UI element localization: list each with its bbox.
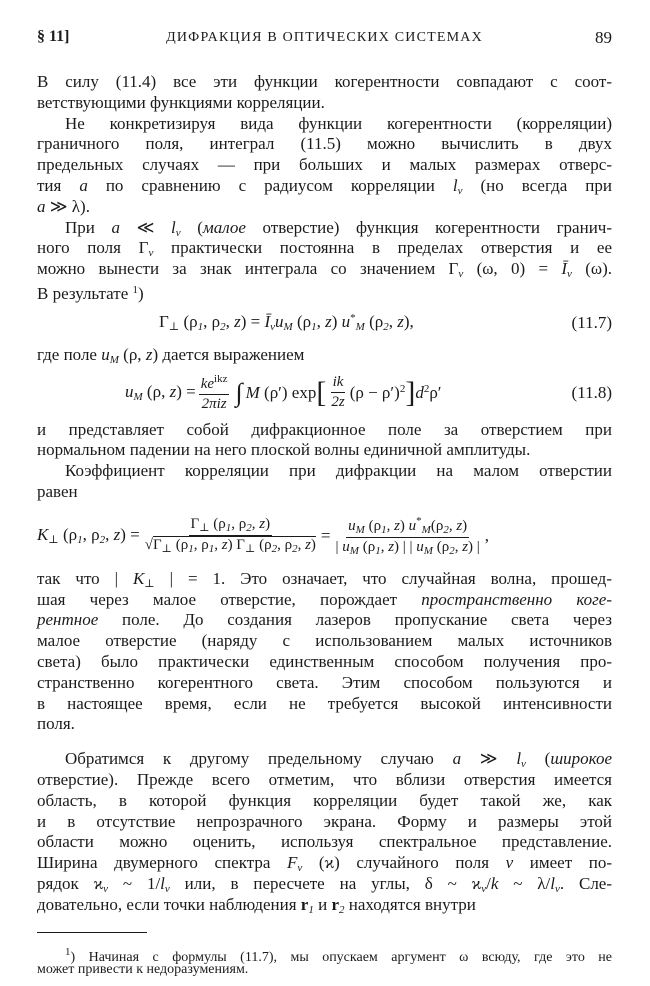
superscript: ikz — [214, 372, 228, 385]
subscript: 1 — [381, 523, 387, 536]
italic-run: u — [348, 517, 356, 534]
text-run: странственно когерентного света. Этим способом пользуются и — [37, 672, 612, 692]
equation-lhs — [125, 382, 196, 403]
superscript: 2 — [399, 382, 406, 395]
text-run: ~ 1/ — [108, 873, 161, 893]
text-run: , — [316, 312, 326, 332]
page-body — [37, 72, 612, 979]
text-run: области можно оценить, используя спектральное представление. — [37, 832, 612, 852]
text-run: практически постоянна в пределах отверстия и ее — [153, 238, 613, 258]
text-run: ρ′ — [429, 382, 442, 402]
text-run: ≫ — [461, 749, 517, 769]
italic-run: Ī — [264, 312, 271, 332]
equation-number: (11.8) — [571, 382, 612, 402]
paragraph — [37, 749, 612, 915]
text-run: ~ λ/ — [498, 873, 551, 893]
text-line — [37, 610, 612, 631]
subscript: M — [133, 391, 143, 404]
italic-run: u — [416, 538, 424, 555]
text-run: (ρ — [432, 538, 450, 555]
numerator — [346, 515, 469, 538]
italic-run: z — [397, 312, 404, 332]
text-run: нормальном падении на него плоской волны единичной амплитуды. — [37, 440, 531, 460]
subscript: M — [423, 544, 433, 557]
text-run: так что | — [37, 568, 133, 588]
numerator — [331, 374, 346, 393]
superscript: 2 — [423, 382, 430, 395]
subscript: ⊥ — [168, 321, 180, 334]
text-line — [37, 134, 612, 155]
text-run: область, в которой функция корреляции будет такой же, как — [37, 790, 612, 810]
text-run: ) = — [240, 312, 265, 332]
text-run: . Сле- — [559, 873, 613, 893]
text-line — [37, 832, 612, 853]
italic-run: u — [275, 312, 284, 332]
text-line — [37, 197, 612, 218]
italic-run: a — [37, 196, 46, 216]
superscript: * — [416, 514, 422, 527]
subscript: v — [270, 321, 276, 334]
text-run: граничного поля, интеграл (11.5) можно вычислить в двух — [37, 134, 612, 154]
text-line — [37, 440, 612, 461]
subscript: 2 — [292, 543, 298, 556]
subscript: M — [109, 353, 119, 366]
subscript: v — [481, 882, 487, 895]
integral-sign: ∫ — [235, 377, 243, 407]
text-run: и в отсутствие непрозрачного экрана. Форму и размеры этой — [37, 811, 612, 831]
text-run: (ρ — [292, 312, 312, 332]
equals-sign: = — [320, 525, 331, 545]
text-line — [37, 482, 612, 503]
subscript: v — [521, 758, 526, 771]
text-line — [37, 176, 612, 197]
text-line — [37, 631, 612, 652]
text-run: В силу (11.4) все эти функции когерентности совпадают с соот- — [37, 72, 612, 91]
text-run: ветствующими функциями корреляции. — [37, 92, 325, 112]
equation-correlation-coefficient — [37, 503, 612, 569]
italic-run: z — [221, 537, 228, 554]
text-run: (ρ — [255, 537, 272, 554]
text-run: тия — [37, 175, 80, 195]
text-run: , ρ — [193, 537, 209, 554]
text-line — [37, 812, 612, 833]
italic-run: z — [234, 312, 241, 332]
equation-tail — [350, 383, 406, 403]
text-run: отверстие) функция когерентности гранич- — [245, 217, 612, 237]
subscript: 1 — [188, 543, 194, 556]
text-run: света) было практически единственным способом получения про- — [37, 651, 612, 671]
text-run: В результате — [37, 283, 133, 303]
text-run: | = 1. Это означает, что случайная волна, прошед- — [154, 568, 612, 588]
equation-11-7 — [37, 301, 612, 345]
text-run: Коэффициент корреляции при дифракции на малом отверстии — [65, 461, 612, 481]
paragraph — [37, 569, 612, 735]
text-run: (ρ — [364, 517, 382, 534]
text-run: ( — [525, 749, 551, 769]
subscript: v — [148, 247, 154, 260]
text-run: (ρ, — [142, 382, 170, 402]
text-line — [37, 93, 612, 114]
numerator — [189, 516, 273, 536]
subscript: M — [421, 523, 431, 536]
text-run: ) — [399, 517, 409, 534]
italic-run: 2z — [331, 394, 345, 411]
text-line — [37, 770, 612, 791]
text-run: ) дается выражением — [152, 344, 305, 364]
equation-mid — [246, 383, 317, 403]
text-run: / — [486, 873, 491, 893]
italic-run: v — [505, 853, 514, 873]
italic-run: z — [388, 538, 395, 555]
text-run: , — [380, 538, 389, 555]
italic-run: l — [550, 873, 555, 893]
subscript: v — [164, 882, 170, 895]
subscript: 2 — [246, 522, 252, 535]
text-run: и — [313, 894, 332, 914]
text-run: Γ — [152, 537, 162, 554]
text-line — [37, 673, 612, 694]
subscript: 2 — [220, 321, 226, 334]
text-run: , — [251, 516, 260, 533]
text-run: (ω, 0) = — [463, 259, 562, 279]
italic-run: ik — [332, 374, 344, 391]
text-run: , — [386, 517, 395, 534]
italic-run: ke — [200, 375, 215, 392]
italic-run: z — [145, 344, 153, 364]
text-run: поле. До создания лазеров пропускание света через — [98, 610, 612, 630]
text-run: ) Γ — [227, 537, 245, 554]
paragraph — [37, 218, 612, 301]
paragraph — [37, 420, 612, 462]
subscript: 2 — [443, 523, 449, 536]
italic-run: l — [452, 175, 458, 195]
text-run: Ширина двумерного спектра — [37, 853, 288, 873]
italic-run: K — [37, 525, 49, 545]
bold-run: r — [300, 894, 309, 914]
subscript: 2 — [271, 543, 278, 556]
text-line — [37, 218, 612, 239]
text-run: (ρ − ρ′) — [349, 382, 400, 402]
text-run: (ρ — [179, 312, 198, 332]
text-run: имеет по- — [513, 853, 613, 873]
text-run: , ρ — [231, 516, 247, 533]
text-line — [37, 72, 612, 93]
text-run: по сравнению с радиусом корреляции — [87, 175, 453, 195]
text-run: (ρ, — [118, 344, 146, 364]
text-line — [37, 114, 612, 135]
italic-run: u — [408, 517, 417, 534]
fraction — [329, 374, 346, 411]
text-run: поля. — [37, 714, 75, 734]
text-run: ) — [138, 283, 144, 303]
text-run: (ϰ) случайного поля — [302, 853, 506, 873]
text-run: предельных случаях — при больших и малых размерах отверс- — [37, 155, 612, 175]
italic-run: широкое — [550, 749, 612, 769]
italic-run: малое — [202, 217, 246, 237]
italic-run: z — [394, 517, 400, 534]
text-run: , ρ — [277, 537, 293, 554]
italic-run: Ī — [561, 259, 568, 279]
subscript: ⊥ — [199, 522, 210, 535]
denominator — [334, 538, 482, 557]
italic-run: z — [325, 312, 332, 332]
italic-run: a — [79, 175, 88, 195]
text-run: Обратимся к другому предельному случаю — [65, 749, 453, 769]
text-run: малое отверстие (наряду с использованием малых источников — [37, 631, 612, 651]
text-run: (ρ — [364, 312, 384, 332]
text-run: , — [388, 312, 398, 332]
text-run: При — [65, 217, 112, 237]
text-line — [37, 461, 612, 482]
equation-number: (11.7) — [571, 312, 612, 332]
subscript: 2 — [99, 534, 106, 547]
subscript: 2 — [449, 544, 455, 557]
text-run: ного поля Γ — [37, 238, 149, 258]
text-run: ( — [180, 217, 203, 237]
text-run: ≫ λ). — [45, 196, 90, 216]
footnote-divider — [37, 932, 147, 933]
text-run: шая через малое отверстие, порождает — [37, 589, 422, 609]
text-run: (ω). — [571, 259, 612, 279]
text-line — [37, 280, 612, 301]
text-run: (ρ — [209, 516, 226, 533]
text-run: ≪ — [119, 217, 171, 237]
italic-run: u — [101, 344, 110, 364]
text-run: (ρ — [171, 537, 189, 554]
italic-run: l — [516, 749, 522, 769]
paragraph — [37, 114, 612, 218]
italic-run: a — [452, 749, 462, 769]
fraction — [143, 516, 318, 555]
text-run: может привести к недоразумениям. — [37, 961, 249, 977]
italic-run: k — [490, 873, 499, 893]
subscript: 1 — [197, 321, 204, 334]
italic-run: d — [415, 382, 424, 402]
bold-run: r — [331, 894, 339, 914]
superscript: 1 — [65, 945, 71, 958]
superscript: * — [350, 312, 356, 325]
italic-run: u — [341, 312, 351, 332]
subscript: ⊥ — [144, 577, 155, 590]
text-run: , ρ — [82, 525, 100, 545]
subscript: v — [175, 226, 181, 239]
text-run: ) | — [468, 538, 480, 555]
subscript: 1 — [225, 522, 232, 535]
text-line — [37, 874, 612, 895]
italic-run: u — [342, 538, 350, 555]
text-run: ) — [331, 312, 342, 332]
text-line — [37, 694, 612, 715]
italic-run: u — [125, 382, 134, 402]
text-line — [37, 345, 612, 366]
text-run: , — [448, 517, 457, 534]
subscript: v — [458, 268, 464, 281]
text-line — [37, 853, 612, 874]
text-run: довательно, если точки наблюдения — [37, 894, 301, 914]
running-header — [37, 28, 612, 50]
italic-run: K — [132, 568, 145, 588]
text-run: ) — [265, 516, 271, 533]
text-run: Γ — [159, 312, 169, 332]
text-line — [37, 895, 612, 916]
subscript: v — [297, 862, 303, 875]
italic-run: рентное — [37, 610, 99, 630]
text-run: , — [454, 538, 463, 555]
text-line — [37, 420, 612, 441]
text-run: ) — [462, 517, 468, 534]
text-line — [37, 569, 612, 590]
text-run: (ρ — [430, 517, 444, 534]
radicand — [152, 536, 316, 556]
text-run: и представляет собой дифракционное поле за отверстием при — [37, 419, 612, 439]
text-run: (ρ′) exp — [259, 382, 317, 402]
text-run: равен — [37, 481, 78, 501]
equation-11-8 — [37, 366, 612, 420]
text-line — [37, 590, 612, 611]
text-run: или, в пересчете на углы, δ ~ ϰ — [169, 873, 482, 893]
text-run: ) | | — [394, 538, 417, 555]
paragraph — [37, 461, 612, 503]
text-run: (ρ — [358, 538, 376, 555]
subscript: 1 — [308, 903, 314, 916]
text-line — [37, 259, 612, 280]
text-run: рядок ϰ — [37, 873, 104, 893]
subscript: v — [103, 882, 109, 895]
italic-run: 2πiz — [201, 395, 227, 412]
text-run: (ρ — [58, 525, 78, 545]
text-line — [37, 791, 612, 812]
text-run: , — [214, 537, 222, 554]
italic-run: l — [160, 873, 165, 893]
section-number: § 11] — [37, 28, 70, 45]
subscript: 1 — [208, 543, 215, 556]
paragraph — [37, 72, 612, 114]
subscript: 2 — [339, 903, 345, 916]
numerator — [199, 373, 230, 395]
text-run: ) = — [120, 525, 140, 545]
italic-run: z — [462, 538, 469, 555]
italic-run: a — [111, 217, 120, 237]
left-bracket: [ — [316, 375, 327, 409]
text-line — [37, 714, 612, 735]
italic-run: F — [287, 853, 298, 873]
subscript: 1 — [375, 544, 381, 557]
text-run: ) = — [176, 382, 196, 402]
paragraph — [37, 345, 612, 366]
text-line — [37, 652, 612, 673]
text-run: Γ — [190, 516, 200, 533]
italic-run: z — [305, 537, 311, 554]
text-line — [37, 943, 612, 965]
sqrt-sign: √ — [144, 537, 153, 554]
denominator — [143, 536, 318, 555]
text-run: Не конкретизируя вида функции когерентности (корреляции) — [65, 113, 612, 133]
fraction — [334, 515, 482, 557]
italic-run: пространственно коге- — [421, 589, 613, 609]
text-run: где поле — [37, 344, 102, 364]
subscript: M — [283, 321, 293, 334]
fraction — [199, 373, 230, 413]
italic-run: M — [245, 382, 260, 402]
superscript: 1 — [132, 283, 139, 296]
italic-run: l — [170, 217, 176, 237]
text-run: | — [335, 538, 343, 555]
denominator — [329, 393, 346, 411]
text-run: ) Начиная с формулы (11.7), мы опускаем аргумент ω всюду, где это не — [70, 949, 612, 965]
chapter-title: ДИФРАКЦИЯ В ОПТИЧЕСКИХ СИСТЕМАХ — [166, 30, 483, 45]
text-run: можно вынести за знак интеграла со значением Γ — [37, 259, 459, 279]
subscript: 2 — [383, 321, 389, 334]
italic-run: z — [259, 516, 266, 533]
subscript: M — [349, 544, 359, 557]
text-run: , — [105, 525, 114, 545]
subscript: 1 — [77, 534, 83, 547]
text-run: в настоящее время, если не требуется высокой интенсивности — [37, 693, 612, 713]
equation-expression — [159, 312, 414, 333]
subscript: v — [567, 268, 572, 281]
text-run: отверстие). Прежде всего отметим, что вблизи отверстия имеется — [37, 769, 612, 789]
subscript: v — [457, 184, 463, 197]
italic-run: z — [113, 525, 121, 545]
text-line — [37, 155, 612, 176]
text-line — [37, 749, 612, 770]
text-run: находятся внутри — [344, 894, 476, 914]
subscript: 1 — [311, 321, 317, 334]
text-run: , — [225, 312, 235, 332]
subscript: ⊥ — [161, 543, 172, 556]
italic-run: z — [456, 517, 463, 534]
text-run: , ρ — [203, 312, 221, 332]
right-bracket: ] — [405, 375, 416, 409]
text-run: ), — [403, 312, 414, 332]
text-run: (но всегда при — [462, 175, 612, 195]
equation-end: , — [484, 525, 490, 545]
subscript: M — [355, 321, 365, 334]
text-run: ) — [310, 537, 316, 554]
text-run: , — [297, 537, 306, 554]
subscript: v — [554, 882, 560, 895]
subscript: M — [355, 523, 365, 536]
footnote — [37, 943, 612, 979]
equation-end — [415, 383, 441, 403]
text-line — [37, 238, 612, 259]
italic-run: z — [169, 382, 177, 402]
subscript: ⊥ — [48, 534, 59, 547]
denominator — [200, 395, 229, 413]
page-number: 89 — [595, 28, 612, 47]
subscript: ⊥ — [244, 543, 256, 556]
equation-lhs — [37, 525, 140, 546]
